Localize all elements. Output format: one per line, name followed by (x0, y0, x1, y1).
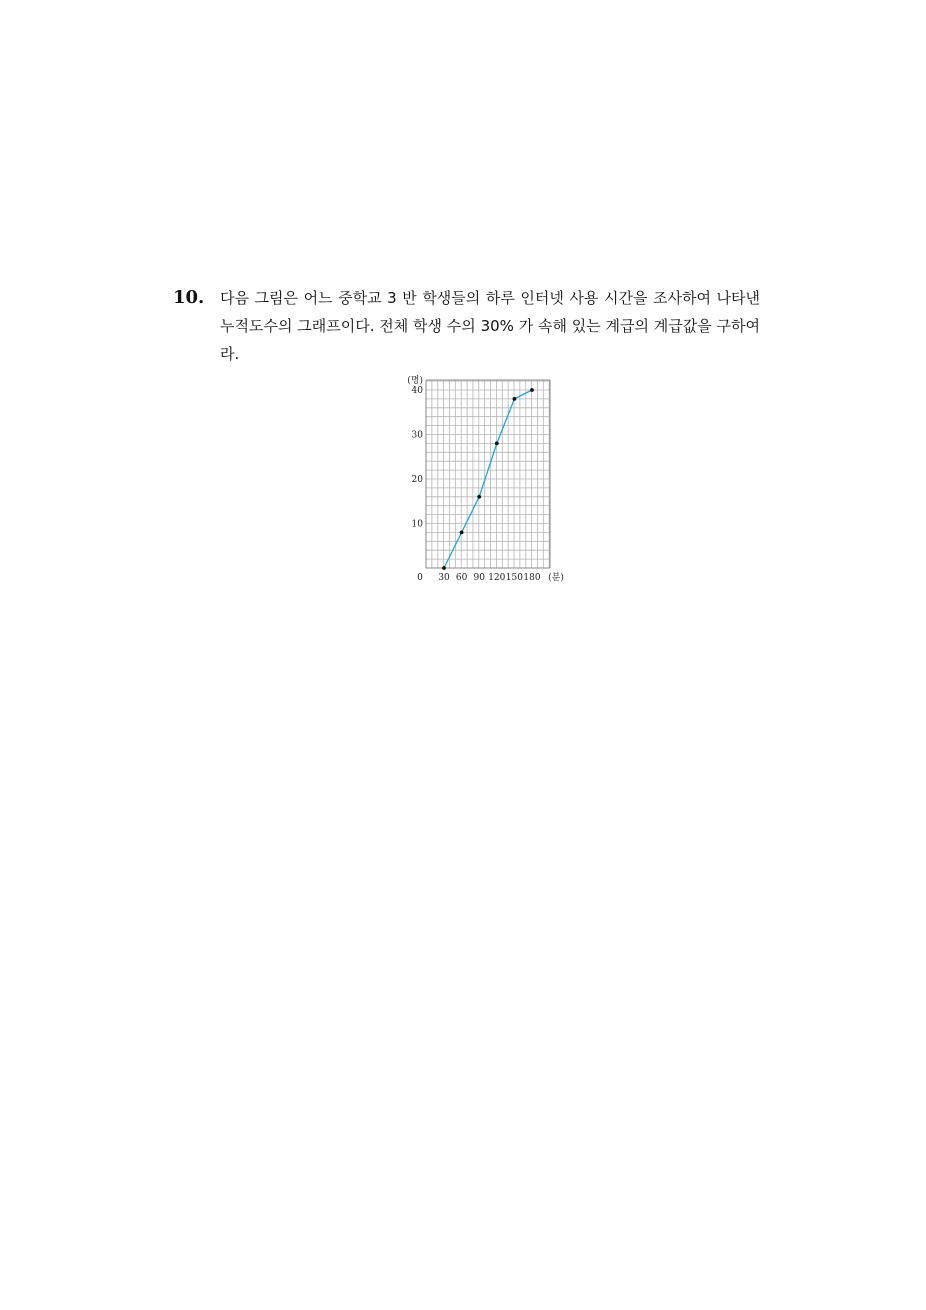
y-tick-label: 40 (411, 386, 423, 396)
chart-svg (390, 370, 570, 590)
data-point (495, 442, 499, 446)
x-tick-label: 90 (473, 573, 485, 583)
x-tick-label: 120 (488, 573, 506, 583)
origin-label: 0 (417, 573, 423, 583)
data-point (530, 388, 534, 392)
x-tick-label: 150 (505, 573, 523, 583)
x-axis-label: (분) (548, 573, 564, 583)
problem-text: 다음 그림은 어느 중학교 3 반 학생들의 하루 인터넷 사용 시간을 조사하여 나타낸 누적도수의 그래프이다. 전체 학생 수의 30% 가 속해 있는 계급의 계급값을 구하여라. (220, 289, 760, 363)
x-tick-label: 180 (523, 573, 541, 583)
data-point (513, 397, 517, 401)
data-point (460, 531, 464, 535)
data-point (477, 495, 481, 499)
chart-grid (426, 380, 550, 568)
data-point (442, 566, 446, 570)
x-tick-label: 60 (455, 573, 468, 583)
x-tick-label: 30 (438, 573, 450, 583)
y-tick-label: 10 (411, 519, 423, 530)
y-tick-label: 30 (411, 430, 423, 441)
cumulative-frequency-chart (390, 370, 570, 590)
y-tick-label: 20 (411, 475, 423, 485)
y-axis-label: (명) (407, 376, 423, 386)
problem-number: 10. (173, 287, 205, 308)
